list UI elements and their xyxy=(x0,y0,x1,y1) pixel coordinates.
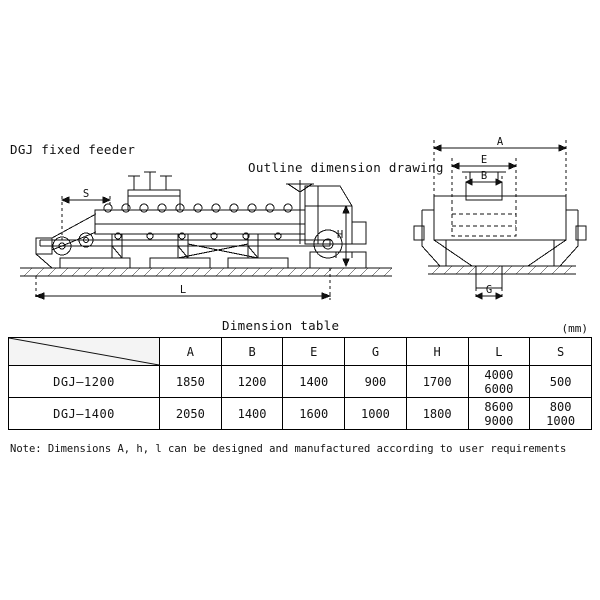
cell-s-2-line1: 800 xyxy=(549,399,572,414)
table-row xyxy=(9,398,592,430)
table-header-model xyxy=(9,338,160,366)
cell-l-1-line2: 6000 xyxy=(484,381,514,396)
label-l: L xyxy=(179,284,187,296)
cell-h-1: 1700 xyxy=(406,366,468,398)
table-note: Note: Dimensions A, h, l can be designed and manufactured according to user requirements xyxy=(10,443,567,455)
cell-g-1: 900 xyxy=(345,366,407,398)
cell-g-2: 1000 xyxy=(345,398,407,430)
cell-model-2: DGJ—1400 xyxy=(9,398,160,430)
label-s: S xyxy=(82,188,90,200)
cell-e-2: 1600 xyxy=(283,398,345,430)
cell-h-2: 1800 xyxy=(406,398,468,430)
cell-l-1 xyxy=(468,366,530,398)
table-header-l: L xyxy=(468,338,530,366)
cell-s-1: 500 xyxy=(530,366,592,398)
cell-e-1: 1400 xyxy=(283,366,345,398)
cell-s-2 xyxy=(530,398,592,430)
cell-b-2: 1400 xyxy=(221,398,283,430)
table-header-b: B xyxy=(221,338,283,366)
diagonal-divider-icon xyxy=(9,338,159,365)
table-header-e: E xyxy=(283,338,345,366)
cell-l-2-line1: 8600 xyxy=(484,399,514,414)
cell-b-1: 1200 xyxy=(221,366,283,398)
cell-model-1: DGJ—1200 xyxy=(9,366,160,398)
table-header-h: H xyxy=(406,338,468,366)
table-header-g: G xyxy=(345,338,407,366)
cell-a-2: 2050 xyxy=(160,398,222,430)
cell-a-1: 1850 xyxy=(160,366,222,398)
cell-l-2-line2: 9000 xyxy=(484,413,514,428)
label-b: B xyxy=(480,170,488,182)
table-header-a: A xyxy=(160,338,222,366)
dimension-table xyxy=(8,337,592,430)
table-header-s: S xyxy=(530,338,592,366)
drawing-title-outline: Outline dimension drawing xyxy=(248,160,444,175)
label-h: H xyxy=(336,229,344,241)
unit-label: (mm) xyxy=(561,322,588,335)
drawing-title-left: DGJ fixed feeder xyxy=(10,142,136,157)
cell-l-2 xyxy=(468,398,530,430)
label-g: G xyxy=(485,284,493,296)
table-header-row xyxy=(9,338,592,366)
cell-l-1-line1: 4000 xyxy=(484,367,514,382)
table-row xyxy=(9,366,592,398)
cell-s-2-line2: 1000 xyxy=(546,413,576,428)
dimension-table-wrapper xyxy=(8,337,592,430)
label-e: E xyxy=(480,154,488,166)
dimension-table-title: Dimension table xyxy=(222,318,340,333)
label-a: A xyxy=(496,136,504,148)
